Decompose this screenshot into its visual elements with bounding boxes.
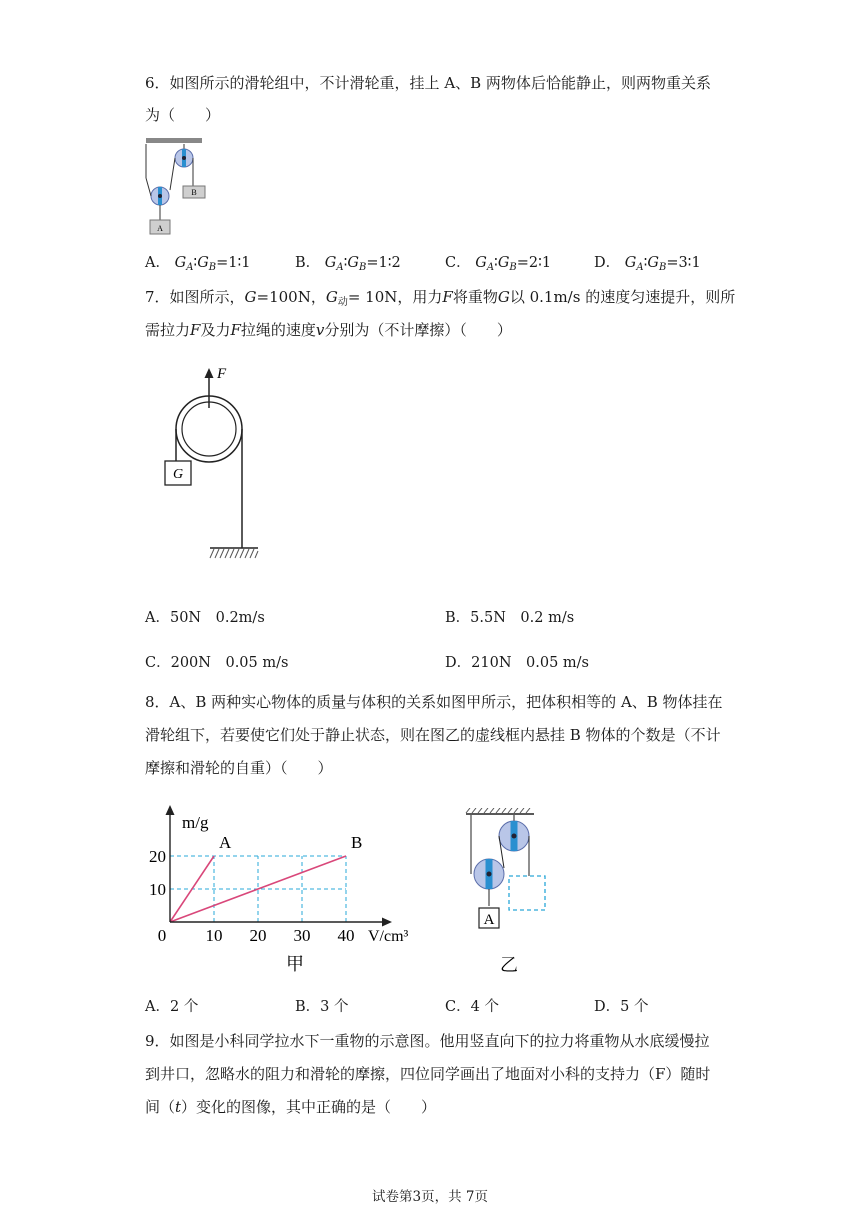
q8-option-a[interactable]: A．2 个 bbox=[145, 999, 199, 1015]
q9-line3: 间（t）变化的图像，其中正确的是（ ） bbox=[145, 1098, 437, 1116]
x-tick-0: 0 bbox=[157, 926, 167, 945]
y-axis-arrow-icon bbox=[166, 805, 175, 815]
q6-option-b[interactable]: B． $G_A∶G_B=1∶2$ bbox=[295, 255, 401, 273]
q8-line3: 摩擦和滑轮的自重）（ ） bbox=[145, 759, 333, 777]
q6-line1: 6．如图所示的滑轮组中，不计滑轮重，挂上 A、B 两物体后恰能静止，则两物重关系 bbox=[145, 74, 711, 92]
q9-line1: 9．如图是小科同学拉水下一重物的示意图。他用竖直向下的拉力将重物从水底缓慢拉 bbox=[145, 1032, 710, 1050]
q8-option-b[interactable]: B．3 个 bbox=[295, 999, 349, 1015]
ceiling-beam bbox=[146, 138, 202, 143]
svg-text:F: F bbox=[217, 366, 227, 382]
q7-line1: 7．如图所示，G=100N，$G_动= 10N$，用力F将重物G以 0.1m/s 的速度匀速提升，则所 bbox=[145, 288, 736, 308]
q8-line2: 滑轮组下，若要使它们处于静止状态，则在图乙的虚线框内悬挂 B 物体的个数是（不计 bbox=[145, 726, 721, 744]
q7-option-d[interactable]: D．210N 0.05 m/s bbox=[445, 655, 589, 671]
y-axis-label: m/g bbox=[182, 813, 209, 832]
x-axis-label: V/cm³ bbox=[368, 928, 409, 945]
y-tick-20: 20 bbox=[149, 847, 166, 866]
series-label-A: A bbox=[219, 833, 232, 852]
svg-text:A: A bbox=[157, 224, 163, 233]
page-footer: 试卷第3页，共 7页 bbox=[372, 1189, 488, 1205]
x-tick-10: 10 bbox=[205, 926, 223, 945]
dashed-box bbox=[509, 876, 545, 910]
svg-text:B: B bbox=[191, 188, 197, 197]
q8-option-c[interactable]: C．4 个 bbox=[445, 999, 499, 1015]
q7-option-b[interactable]: B．5.5N 0.2 m/s bbox=[445, 610, 575, 626]
x-tick-30: 30 bbox=[293, 926, 311, 945]
q7-option-a[interactable]: A．50N 0.2m/s bbox=[145, 610, 265, 626]
q9-line2: 到井口，忽略水的阻力和滑轮的摩擦，四位同学画出了地面对小科的支持力（F）随时 bbox=[145, 1065, 711, 1083]
y-tick-10: 10 bbox=[149, 880, 166, 899]
x-axis-arrow-icon bbox=[382, 918, 392, 927]
q8-line1: 8．A、B 两种实心物体的质量与体积的关系如图甲所示，把体积相等的 A、B 物体挂在 bbox=[145, 693, 723, 711]
svg-text:A: A bbox=[483, 912, 495, 928]
fig-yi-caption: 乙 bbox=[500, 955, 518, 975]
q7-figure-pulley bbox=[160, 360, 270, 565]
q6-option-a[interactable]: A． $G_A∶G_B=1∶1$ bbox=[145, 255, 251, 273]
q6-line2: 为（ ） bbox=[145, 106, 221, 124]
svg-text:G: G bbox=[172, 467, 184, 482]
x-tick-20: 20 bbox=[249, 926, 267, 945]
q6-figure-pulley bbox=[142, 134, 222, 240]
q8-option-d[interactable]: D．5 个 bbox=[594, 999, 649, 1015]
force-arrow-icon bbox=[205, 368, 214, 378]
q6-option-c[interactable]: C． $G_A∶G_B=2∶1$ bbox=[445, 255, 552, 273]
q8-figure-yi bbox=[462, 808, 562, 978]
q8-chart-mass-volume bbox=[140, 798, 430, 980]
q7-line2: 需拉力F及力F拉绳的速度v分别为（不计摩擦）（ ） bbox=[145, 321, 512, 339]
x-tick-40: 40 bbox=[337, 926, 355, 945]
q7-option-c[interactable]: C．200N 0.05 m/s bbox=[145, 655, 289, 671]
fig-jia-caption: 甲 bbox=[286, 954, 304, 974]
q6-option-d[interactable]: D． $G_A∶G_B=3∶1$ bbox=[594, 255, 701, 273]
series-label-B: B bbox=[351, 833, 363, 852]
